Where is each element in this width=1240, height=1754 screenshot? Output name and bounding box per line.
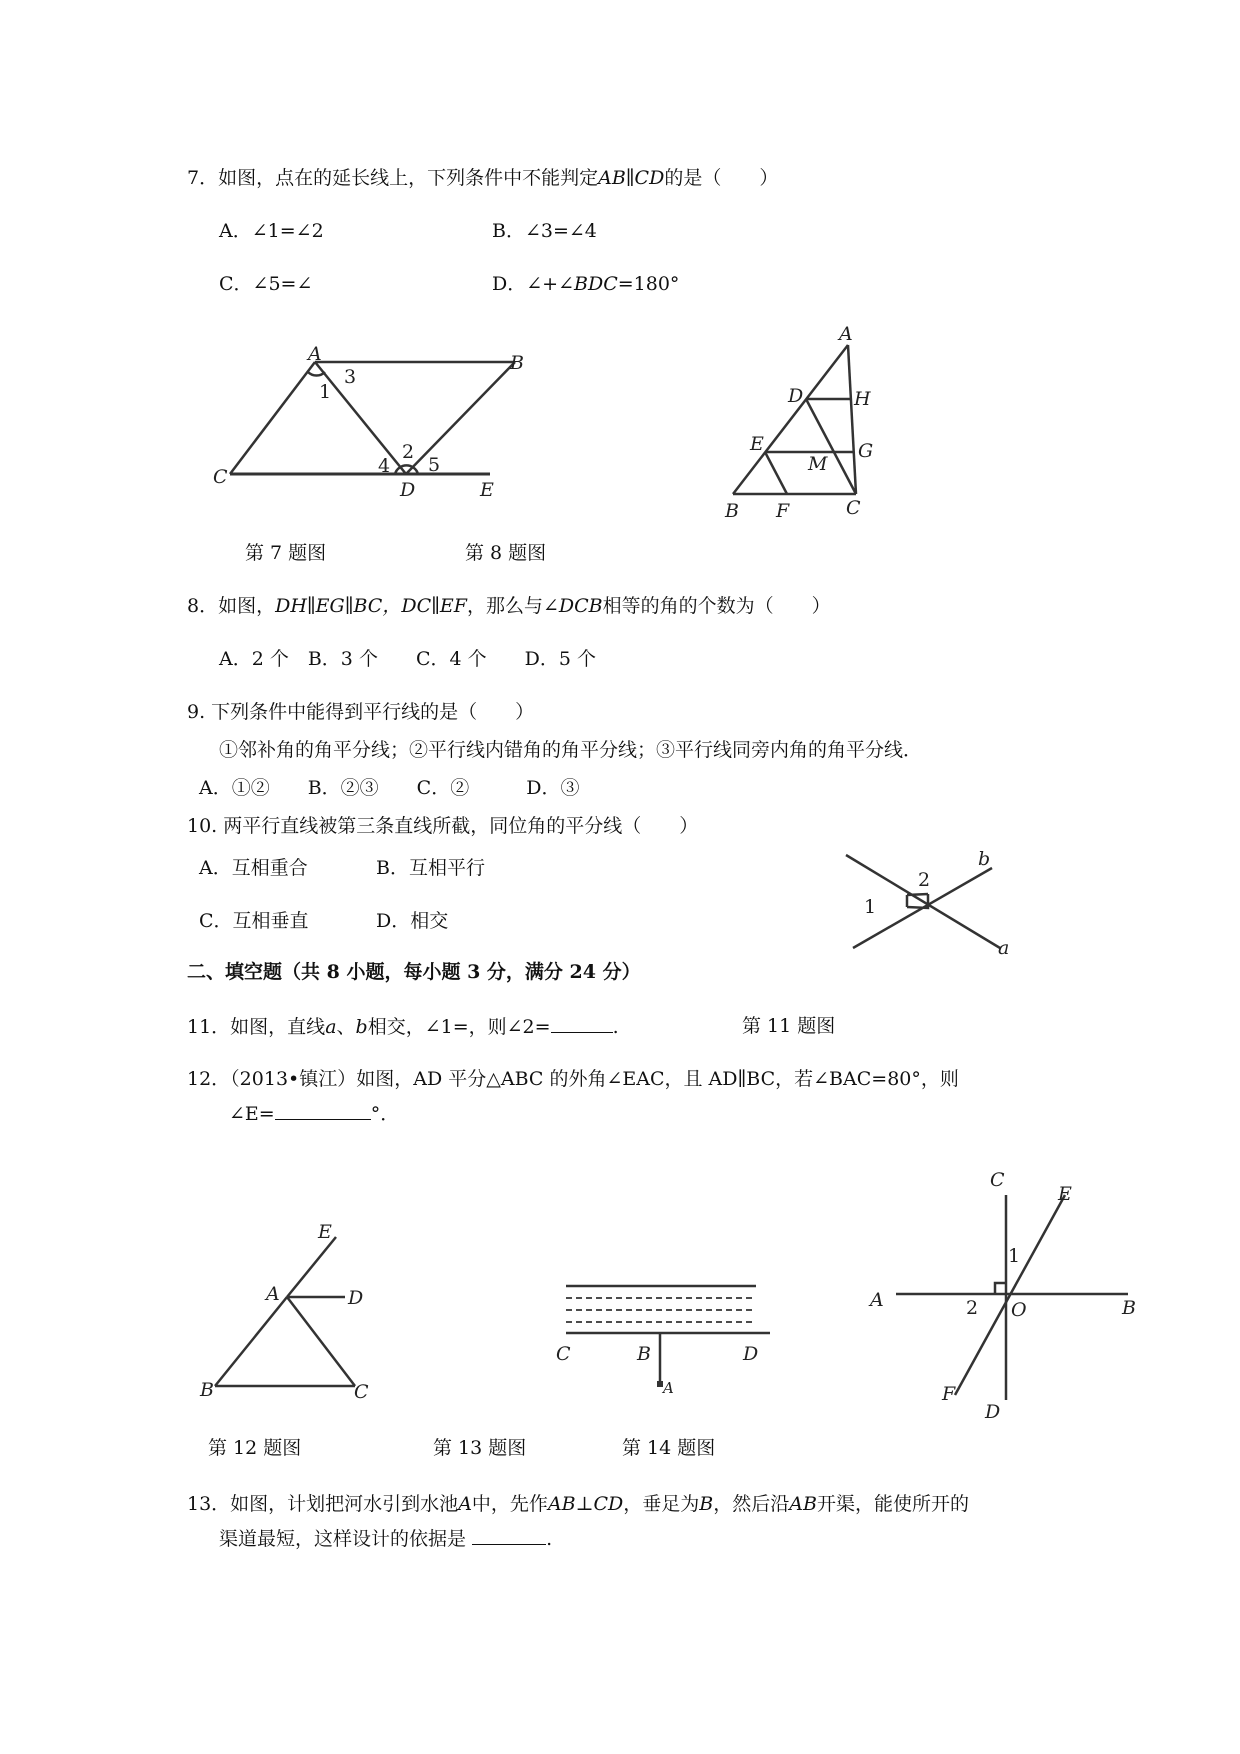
fig14-label-c: C (990, 1169, 1005, 1191)
caption-figure-13: 第 13 题图 (433, 1437, 527, 1459)
q10-stem: 10. 两平行直线被第三条直线所截，同位角的平分线（ ） (187, 815, 699, 837)
fig13-label-b: B (637, 1343, 651, 1365)
fig12-label-e: E (318, 1221, 332, 1243)
fig14-label-b: B (1122, 1297, 1136, 1319)
fig8-label-f: F (776, 500, 790, 522)
q10-option-d: D．相交 (376, 910, 449, 932)
fig12-label-b: B (200, 1379, 214, 1401)
fig7-label-c: C (213, 466, 228, 488)
q10-option-b: B．互相平行 (376, 857, 485, 879)
fig8-label-a: A (839, 323, 853, 345)
fig13-label-d: D (743, 1343, 759, 1365)
fig8-label-d: D (788, 385, 804, 407)
fig14-label-e: E (1058, 1183, 1072, 1205)
fig8-label-c: C (846, 497, 861, 519)
q8-stem: 8．如图，DH∥EG∥BC，DC∥EF，那么与∠DCB相等的角的个数为（ ） (187, 595, 831, 617)
fig7-label-b: B (510, 352, 524, 374)
q13-line1: 13．如图，计划把河水引到水池A中，先作AB⊥CD，垂足为B，然后沿AB开渠，能使所开的 (187, 1493, 969, 1515)
fig12-label-a: A (266, 1283, 280, 1305)
q7-stem: 7．如图，点在的延长线上，下列条件中不能判定AB∥CD的是（ ） (187, 167, 779, 189)
caption-figure-7: 第 7 题图 (245, 542, 327, 564)
q7-option-d: D．∠+∠BDC=180° (492, 273, 680, 295)
fig14-label-a: A (870, 1289, 884, 1311)
fig7-angle-3: 3 (344, 366, 357, 388)
caption-figure-11: 第 11 题图 (742, 1015, 836, 1037)
fig8-label-h: H (854, 388, 871, 410)
fig12-label-c: C (354, 1381, 369, 1403)
fig12-label-d: D (348, 1287, 364, 1309)
q11-answer-blank[interactable] (551, 1014, 613, 1033)
fig7-angle-2: 2 (402, 441, 415, 463)
caption-figure-14: 第 14 题图 (622, 1437, 716, 1459)
fig8-label-e: E (750, 433, 764, 455)
q9-detail: ①邻补角的角平分线；②平行线内错角的角平分线；③平行线同旁内角的角平分线． (219, 739, 923, 761)
q12-answer-blank[interactable] (275, 1101, 371, 1120)
fig11-label-a: a (998, 937, 1010, 959)
caption-figure-12: 第 12 题图 (208, 1437, 302, 1459)
q9-stem: 9. 下列条件中能得到平行线的是（ ） (187, 701, 535, 723)
q8-options: A．2 个 B．3 个 C．4 个 D．5 个 (219, 648, 596, 670)
fig8-label-b: B (725, 500, 739, 522)
q12-line1: 12．（2013•镇江）如图，AD 平分△ABC 的外角∠EAC，且 AD∥BC，若∠BAC=80°，则 (187, 1068, 959, 1090)
q9-options: A．①② B．②③ C．② D．③ (199, 777, 580, 799)
fig14-label-d: D (985, 1401, 1001, 1423)
q11-stem: 11．如图，直线a、b相交，∠1=，则∠2= . (187, 1016, 619, 1038)
fig11-angle-1: 1 (864, 896, 877, 918)
fig7-angle-5: 5 (428, 454, 441, 476)
fig14-angle-2: 2 (966, 1297, 979, 1319)
section-2-heading: 二、填空题（共 8 小题，每小题 3 分，满分 24 分） (187, 961, 641, 983)
q10-option-a: A．互相重合 (199, 857, 308, 879)
q13-answer-blank[interactable] (472, 1526, 546, 1545)
fig13-label-a: A (663, 1379, 674, 1397)
fig7-label-d: D (400, 479, 416, 501)
caption-figure-8: 第 8 题图 (465, 542, 547, 564)
fig8-label-g: G (858, 440, 874, 462)
fig11-angle-2: 2 (918, 869, 931, 891)
fig14-label-o: O (1011, 1299, 1027, 1321)
fig7-angle-4: 4 (378, 455, 391, 477)
q7-option-b: B．∠3=∠4 (492, 220, 597, 242)
fig7-angle-1: 1 (319, 381, 332, 403)
q7-option-c: C．∠5=∠ (219, 273, 313, 295)
q12-line2: ∠E= °． (229, 1103, 400, 1125)
fig7-label-e: E (480, 479, 494, 501)
q13-line2: 渠道最短，这样设计的依据是 . (219, 1528, 553, 1550)
q7-option-a: A．∠1=∠2 (219, 220, 324, 242)
fig14-angle-1: 1 (1008, 1245, 1021, 1267)
fig11-label-b: b (978, 848, 991, 870)
fig14-label-f: F (942, 1383, 956, 1405)
fig13-label-c: C (556, 1343, 571, 1365)
q10-option-c: C．互相垂直 (199, 910, 309, 932)
fig7-label-a: A (308, 343, 322, 365)
fig8-label-m: M (808, 453, 828, 475)
